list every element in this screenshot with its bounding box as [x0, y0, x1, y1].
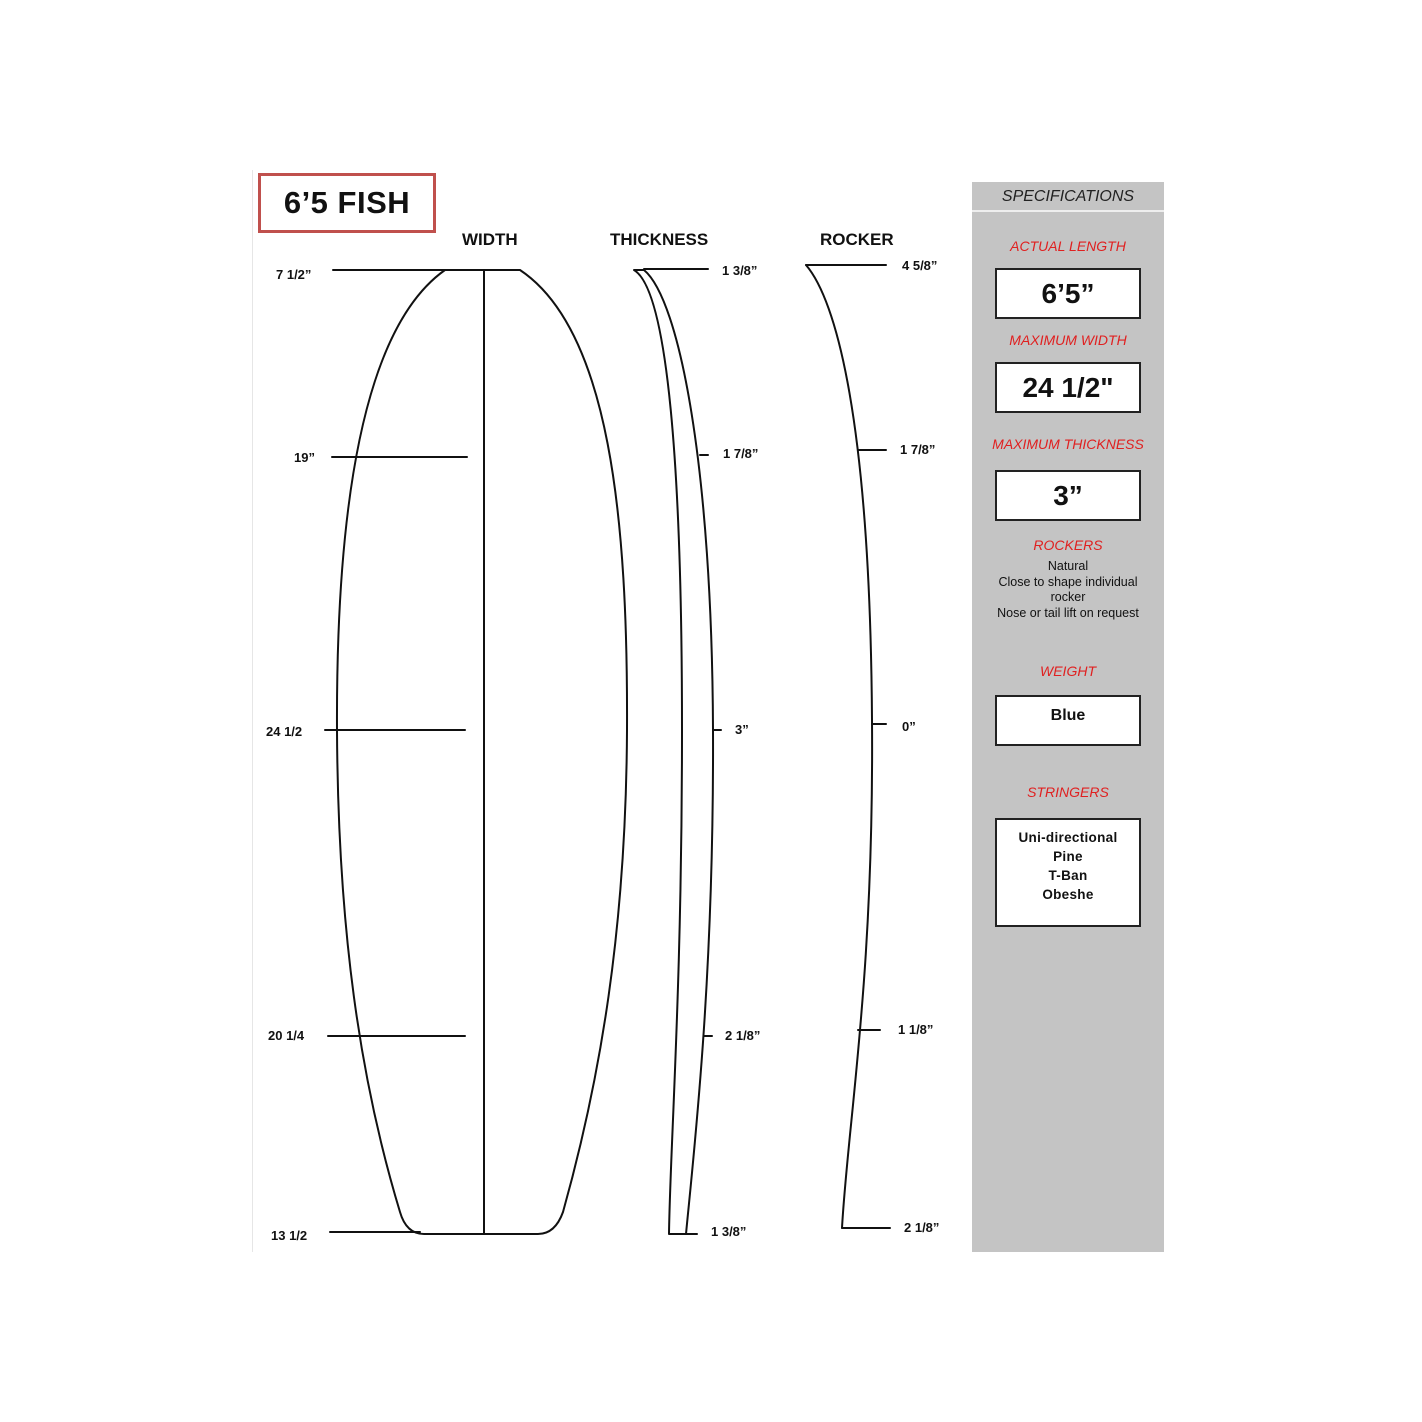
rocker-label-lower: 1 1/8” — [898, 1022, 934, 1037]
width-column-title: WIDTH — [462, 230, 518, 249]
stringer-item: Pine — [1053, 849, 1083, 864]
width-label-middle: 24 1/2 — [266, 724, 303, 739]
thickness-label-middle: 3” — [735, 722, 749, 737]
weight-label: WEIGHT — [1040, 663, 1096, 679]
max-width-label: MAXIMUM WIDTH — [1009, 332, 1127, 348]
width-label-upper: 19” — [294, 450, 315, 465]
rocker-label-middle: 0” — [902, 719, 916, 734]
rocker-column-title: ROCKER — [820, 230, 894, 249]
max-width-value: 24 1/2" — [995, 362, 1141, 413]
thickness-column-title: THICKNESS — [610, 230, 709, 249]
actual-length-value: 6’5” — [995, 268, 1141, 319]
actual-length-label: ACTUAL LENGTH — [1010, 238, 1126, 254]
thickness-label-upper: 1 7/8” — [723, 446, 759, 461]
stringers-label: STRINGERS — [1027, 784, 1109, 800]
specifications-panel — [972, 182, 1164, 1252]
stringer-item: Uni-directional — [1018, 830, 1118, 845]
weight-value: Blue — [995, 695, 1141, 746]
rockers-line-rocker: rocker — [1050, 590, 1086, 604]
board-title: 6’5 FISH — [258, 173, 436, 233]
rocker-profile — [806, 265, 872, 1228]
max-thickness-label: MAXIMUM THICKNESS — [992, 436, 1144, 452]
thickness-profile — [634, 270, 713, 1234]
stringer-item: Obeshe — [1042, 887, 1094, 902]
specifications-header: SPECIFICATIONS — [972, 182, 1164, 212]
rocker-label-tail: 2 1/8” — [904, 1220, 940, 1235]
max-thickness-value: 3” — [995, 470, 1141, 521]
thickness-label-nose: 1 3/8” — [722, 263, 758, 278]
stringer-item: T-Ban — [1048, 868, 1088, 883]
rockers-label: ROCKERS — [1033, 537, 1103, 553]
rocker-label-nose: 4 5/8” — [902, 258, 938, 273]
stringers-box — [995, 818, 1141, 927]
thickness-label-tail: 1 3/8” — [711, 1224, 747, 1239]
rockers-line-natural: Natural — [1047, 559, 1089, 573]
width-label-nose: 7 1/2” — [276, 267, 312, 282]
rockers-line-lift: Nose or tail lift on request — [997, 605, 1139, 620]
rockers-note — [972, 559, 1164, 621]
width-outline — [337, 270, 627, 1234]
width-label-tail: 13 1/2 — [271, 1228, 308, 1243]
thickness-label-lower: 2 1/8” — [725, 1028, 761, 1043]
width-label-lower: 20 1/4 — [268, 1028, 305, 1043]
rocker-label-upper: 1 7/8” — [900, 442, 936, 457]
rockers-line-close: Close to shape individual — [998, 574, 1138, 589]
